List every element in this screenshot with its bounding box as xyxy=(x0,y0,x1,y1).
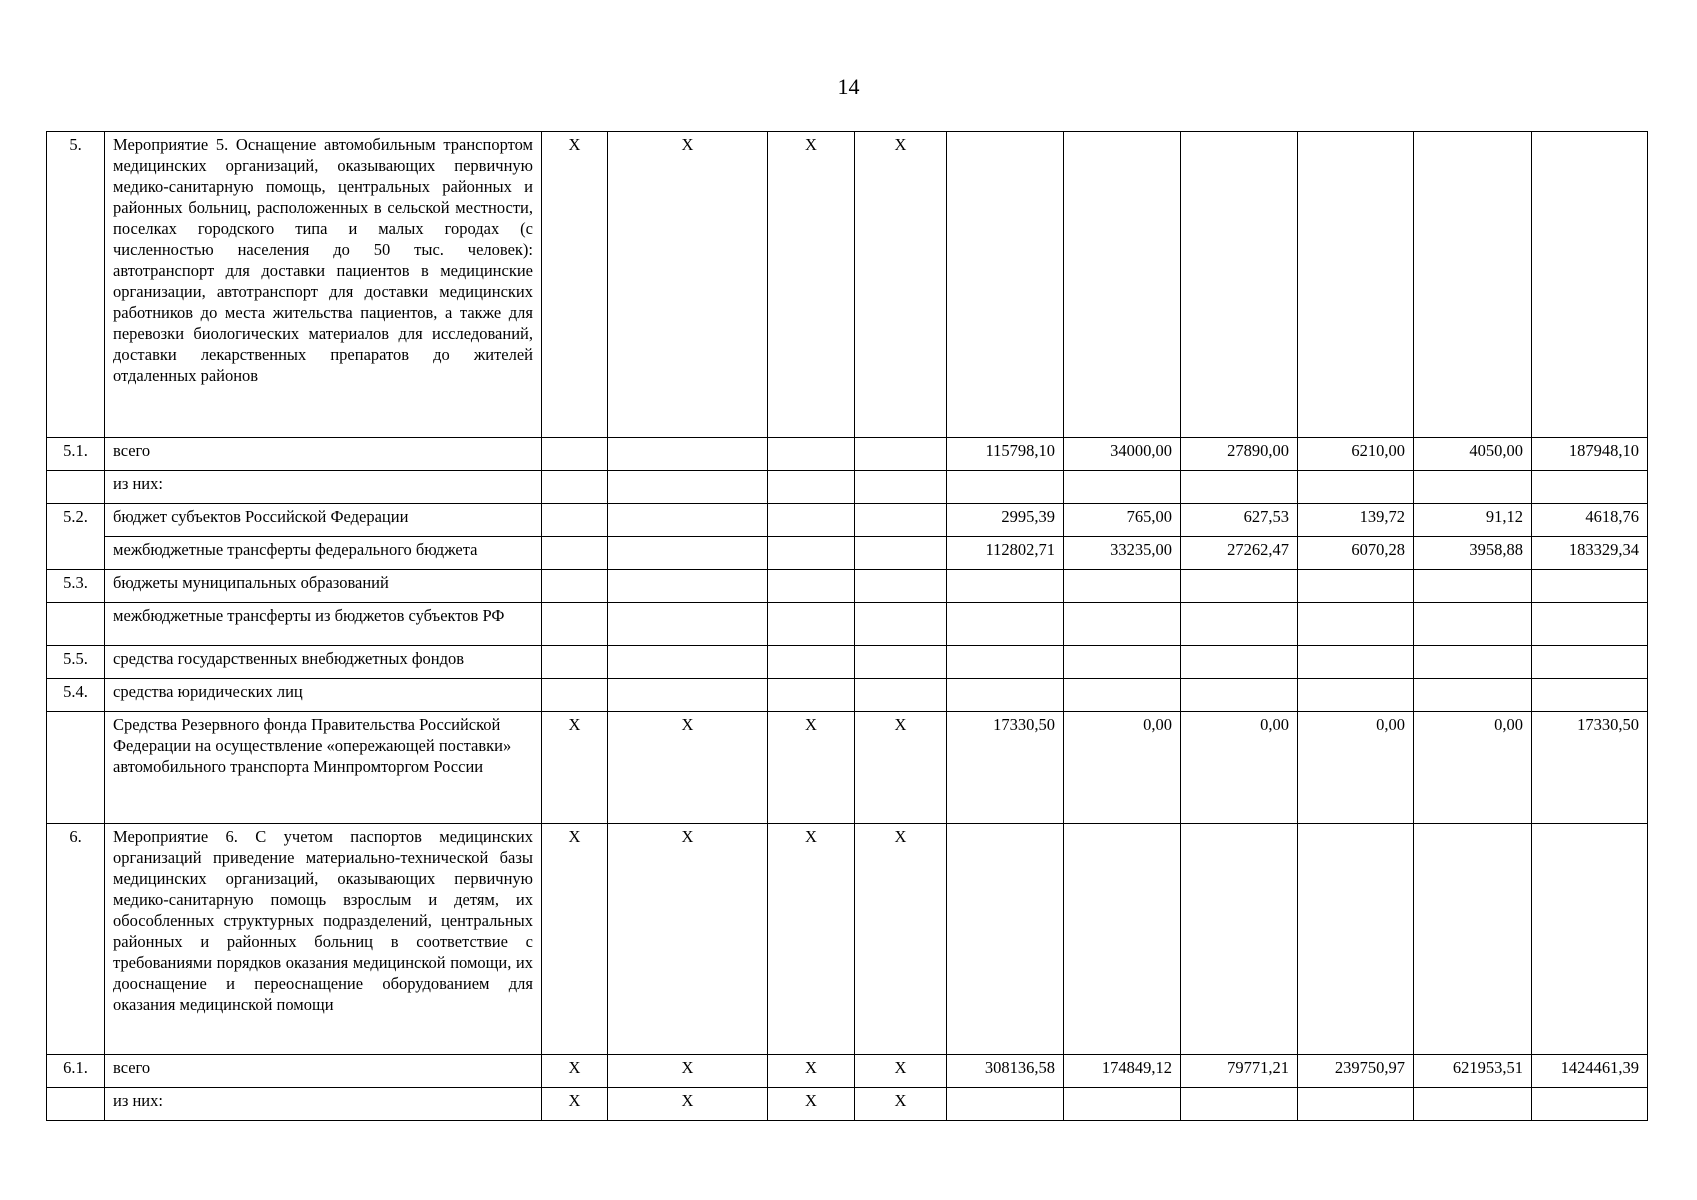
value-cell xyxy=(1064,132,1181,438)
value-cell xyxy=(947,471,1064,504)
value-cell: 1424461,39 xyxy=(1532,1055,1648,1088)
value-cell: 139,72 xyxy=(1298,504,1414,537)
x-cell xyxy=(855,679,947,712)
table-row xyxy=(47,132,1648,438)
value-cell xyxy=(1181,471,1298,504)
x-cell: X xyxy=(542,712,608,824)
row-description: всего xyxy=(105,1055,542,1088)
table-row xyxy=(47,824,1648,1055)
value-cell xyxy=(1064,824,1181,1055)
value-cell: 6070,28 xyxy=(1298,537,1414,570)
row-number xyxy=(47,712,105,824)
x-cell xyxy=(768,603,855,646)
table-row xyxy=(47,679,1648,712)
value-cell: 0,00 xyxy=(1181,712,1298,824)
value-cell xyxy=(1181,1088,1298,1121)
value-cell xyxy=(1298,603,1414,646)
value-cell xyxy=(1181,603,1298,646)
x-cell xyxy=(768,438,855,471)
value-cell xyxy=(1532,646,1648,679)
value-cell xyxy=(1532,570,1648,603)
value-cell: 17330,50 xyxy=(1532,712,1648,824)
row-number: 5.2. xyxy=(47,504,105,570)
row-description: Мероприятие 6. С учетом паспортов медицинских организаций приведение материально-технической базы медицинских организаций, оказывающих первичную медико-санитарную помощь взрослым и детям, их обособленных структурных подразделений, центральных районных и районных больниц в соответствие с требованиями порядков оказания медицинской помощи, их дооснащение и переоснащение оборудованием для оказания медицинской помощи xyxy=(105,824,542,1055)
value-cell: 4618,76 xyxy=(1532,504,1648,537)
x-cell xyxy=(542,603,608,646)
row-number: 5.3. xyxy=(47,570,105,603)
value-cell xyxy=(1064,603,1181,646)
table-row xyxy=(47,646,1648,679)
x-cell xyxy=(608,504,768,537)
x-cell xyxy=(855,603,947,646)
value-cell xyxy=(1298,1088,1414,1121)
value-cell xyxy=(947,603,1064,646)
value-cell xyxy=(1414,132,1532,438)
x-cell: X xyxy=(542,1088,608,1121)
x-cell xyxy=(855,471,947,504)
row-description: Средства Резервного фонда Правительства Российской Федерации на осуществление «опережающей поставки» автомобильного транспорта Минпромторгом России xyxy=(105,712,542,824)
value-cell xyxy=(1414,824,1532,1055)
row-description: из них: xyxy=(105,471,542,504)
value-cell: 627,53 xyxy=(1181,504,1298,537)
x-cell xyxy=(542,537,608,570)
x-cell: X xyxy=(768,132,855,438)
value-cell xyxy=(947,679,1064,712)
x-cell: X xyxy=(542,132,608,438)
x-cell xyxy=(608,537,768,570)
value-cell: 27890,00 xyxy=(1181,438,1298,471)
value-cell xyxy=(1414,679,1532,712)
value-cell xyxy=(1298,471,1414,504)
x-cell xyxy=(855,438,947,471)
x-cell xyxy=(768,570,855,603)
x-cell xyxy=(768,679,855,712)
row-number xyxy=(47,471,105,504)
x-cell xyxy=(542,471,608,504)
budget-table xyxy=(46,131,1648,1121)
row-number: 5. xyxy=(47,132,105,438)
table-row xyxy=(47,1088,1648,1121)
value-cell xyxy=(1532,132,1648,438)
row-description: всего xyxy=(105,438,542,471)
x-cell: X xyxy=(608,712,768,824)
x-cell: X xyxy=(855,712,947,824)
value-cell: 308136,58 xyxy=(947,1055,1064,1088)
value-cell xyxy=(1414,471,1532,504)
x-cell: X xyxy=(768,824,855,1055)
value-cell xyxy=(1181,679,1298,712)
value-cell: 187948,10 xyxy=(1532,438,1648,471)
row-description: межбюджетные трансферты из бюджетов субъектов РФ xyxy=(105,603,542,646)
value-cell xyxy=(1064,679,1181,712)
value-cell xyxy=(1532,1088,1648,1121)
value-cell xyxy=(1414,603,1532,646)
x-cell xyxy=(542,504,608,537)
row-number: 5.5. xyxy=(47,646,105,679)
value-cell xyxy=(947,1088,1064,1121)
value-cell xyxy=(947,646,1064,679)
row-number: 5.4. xyxy=(47,679,105,712)
value-cell: 17330,50 xyxy=(947,712,1064,824)
row-number: 5.1. xyxy=(47,438,105,471)
x-cell: X xyxy=(855,824,947,1055)
value-cell xyxy=(1532,679,1648,712)
x-cell xyxy=(608,646,768,679)
value-cell: 765,00 xyxy=(1064,504,1181,537)
value-cell xyxy=(947,132,1064,438)
x-cell: X xyxy=(768,1088,855,1121)
row-number: 6.1. xyxy=(47,1055,105,1088)
value-cell: 621953,51 xyxy=(1414,1055,1532,1088)
value-cell: 183329,34 xyxy=(1532,537,1648,570)
row-number: 6. xyxy=(47,824,105,1055)
x-cell xyxy=(608,603,768,646)
value-cell: 34000,00 xyxy=(1064,438,1181,471)
row-description: бюджеты муниципальных образований xyxy=(105,570,542,603)
value-cell: 27262,47 xyxy=(1181,537,1298,570)
value-cell xyxy=(1414,1088,1532,1121)
value-cell: 174849,12 xyxy=(1064,1055,1181,1088)
x-cell xyxy=(608,438,768,471)
table-row xyxy=(47,537,1648,570)
row-description: межбюджетные трансферты федерального бюджета xyxy=(105,537,542,570)
value-cell xyxy=(1532,471,1648,504)
row-description: средства юридических лиц xyxy=(105,679,542,712)
table-row xyxy=(47,603,1648,646)
x-cell xyxy=(542,438,608,471)
x-cell xyxy=(768,471,855,504)
value-cell: 115798,10 xyxy=(947,438,1064,471)
value-cell: 6210,00 xyxy=(1298,438,1414,471)
table-row xyxy=(47,504,1648,537)
table-row xyxy=(47,438,1648,471)
x-cell xyxy=(542,679,608,712)
x-cell xyxy=(855,646,947,679)
x-cell xyxy=(768,537,855,570)
value-cell xyxy=(1298,646,1414,679)
x-cell: X xyxy=(855,1088,947,1121)
value-cell xyxy=(1181,570,1298,603)
value-cell: 0,00 xyxy=(1414,712,1532,824)
x-cell: X xyxy=(608,132,768,438)
x-cell: X xyxy=(608,1055,768,1088)
value-cell: 4050,00 xyxy=(1414,438,1532,471)
value-cell: 79771,21 xyxy=(1181,1055,1298,1088)
value-cell xyxy=(1064,471,1181,504)
value-cell xyxy=(1298,824,1414,1055)
value-cell: 91,12 xyxy=(1414,504,1532,537)
row-description: средства государственных внебюджетных фондов xyxy=(105,646,542,679)
value-cell xyxy=(1414,570,1532,603)
value-cell xyxy=(1298,679,1414,712)
page-number: 14 xyxy=(837,74,860,99)
value-cell xyxy=(1181,646,1298,679)
x-cell xyxy=(855,570,947,603)
value-cell: 3958,88 xyxy=(1414,537,1532,570)
row-description: бюджет субъектов Российской Федерации xyxy=(105,504,542,537)
value-cell xyxy=(1064,646,1181,679)
x-cell: X xyxy=(768,712,855,824)
x-cell: X xyxy=(855,1055,947,1088)
x-cell: X xyxy=(608,1088,768,1121)
table-row xyxy=(47,471,1648,504)
row-description: из них: xyxy=(105,1088,542,1121)
x-cell xyxy=(608,679,768,712)
row-number xyxy=(47,603,105,646)
value-cell xyxy=(1414,646,1532,679)
value-cell xyxy=(1532,824,1648,1055)
x-cell xyxy=(768,504,855,537)
value-cell: 0,00 xyxy=(1298,712,1414,824)
x-cell: X xyxy=(608,824,768,1055)
x-cell xyxy=(768,646,855,679)
table-row xyxy=(47,712,1648,824)
x-cell xyxy=(542,646,608,679)
value-cell xyxy=(1181,824,1298,1055)
value-cell: 33235,00 xyxy=(1064,537,1181,570)
x-cell: X xyxy=(542,1055,608,1088)
x-cell: X xyxy=(855,132,947,438)
value-cell xyxy=(1064,1088,1181,1121)
value-cell: 112802,71 xyxy=(947,537,1064,570)
value-cell xyxy=(947,824,1064,1055)
value-cell xyxy=(1298,132,1414,438)
value-cell xyxy=(1064,570,1181,603)
x-cell: X xyxy=(542,824,608,1055)
value-cell xyxy=(1532,603,1648,646)
x-cell xyxy=(855,537,947,570)
value-cell xyxy=(1181,132,1298,438)
x-cell: X xyxy=(768,1055,855,1088)
table-row xyxy=(47,570,1648,603)
table-row xyxy=(47,1055,1648,1088)
x-cell xyxy=(542,570,608,603)
x-cell xyxy=(608,570,768,603)
value-cell xyxy=(1298,570,1414,603)
value-cell: 2995,39 xyxy=(947,504,1064,537)
x-cell xyxy=(855,504,947,537)
value-cell: 0,00 xyxy=(1064,712,1181,824)
value-cell xyxy=(947,570,1064,603)
row-description: Мероприятие 5. Оснащение автомобильным транспортом медицинских организаций, оказывающих первичную медико-санитарную помощь, центральных районных и районных больниц, расположенных в сельской местности, поселках городского типа и малых городах (с численностью населения до 50 тыс. человек): автотранспорт для доставки пациентов в медицинские организации, автотранспорт для доставки медицинских работников до места жительства пациентов, а также для перевозки биологических материалов для исследований, доставки лекарственных препаратов до жителей отдаленных районов xyxy=(105,132,542,438)
x-cell xyxy=(608,471,768,504)
row-number xyxy=(47,1088,105,1121)
value-cell: 239750,97 xyxy=(1298,1055,1414,1088)
